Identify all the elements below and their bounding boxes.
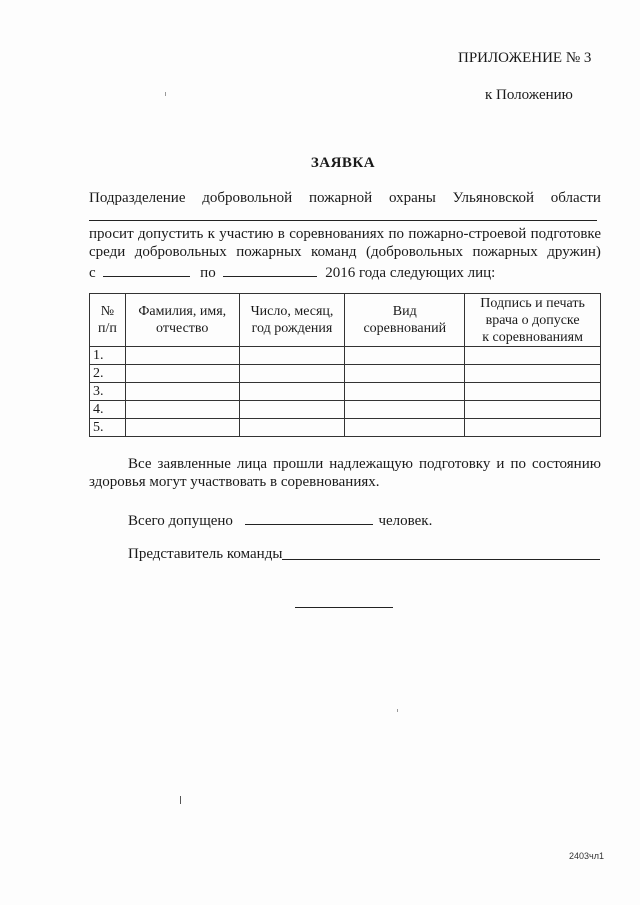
admitted-unit: человек. bbox=[378, 513, 433, 529]
row-number: 3. bbox=[90, 383, 126, 401]
header-line: к соревнованиям bbox=[482, 329, 583, 345]
full-name-cell[interactable] bbox=[125, 383, 239, 401]
full-name-cell[interactable] bbox=[125, 347, 239, 365]
intro-word: допустить bbox=[138, 226, 204, 242]
scan-speck bbox=[165, 92, 166, 96]
birth-date-cell[interactable] bbox=[239, 401, 345, 419]
doctor-signature-cell[interactable] bbox=[465, 365, 601, 383]
birth-date-cell[interactable] bbox=[239, 347, 345, 365]
intro-word: к bbox=[207, 226, 215, 242]
header-line: отчество bbox=[156, 321, 209, 336]
intro-line-2 bbox=[89, 226, 601, 243]
statement-word: прошли bbox=[273, 456, 324, 472]
row-number: 1. bbox=[90, 347, 126, 365]
header-line: соревнований bbox=[363, 321, 447, 336]
intro-word: команд bbox=[311, 244, 357, 260]
statement-word: заявленные bbox=[157, 456, 231, 472]
header-line: п/п bbox=[98, 321, 117, 336]
full-name-cell[interactable] bbox=[125, 401, 239, 419]
intro-word: участию bbox=[219, 226, 274, 242]
statement-word: и bbox=[496, 456, 505, 472]
competition-type-cell[interactable] bbox=[345, 401, 465, 419]
statement-word: лица bbox=[236, 456, 268, 472]
date-from-field[interactable] bbox=[103, 262, 190, 277]
intro-line-4 bbox=[89, 262, 495, 282]
intro-word: добровольных bbox=[134, 244, 227, 260]
birth-date-cell[interactable] bbox=[239, 365, 345, 383]
intro-word: дружин) bbox=[547, 244, 601, 260]
col-header-doctor-signature bbox=[465, 294, 601, 347]
intro-word: пожарных bbox=[472, 244, 538, 260]
row-number: 4. bbox=[90, 401, 126, 419]
full-name-cell[interactable] bbox=[125, 365, 239, 383]
statement-word: подготовку bbox=[419, 456, 491, 472]
competition-type-cell[interactable] bbox=[345, 365, 465, 383]
date-from-label: с bbox=[89, 265, 96, 281]
statement-word: состоянию bbox=[532, 456, 601, 472]
intro-word: Ульяновской bbox=[452, 190, 535, 206]
header-line: № bbox=[100, 304, 115, 319]
header-line: Подпись и печать bbox=[480, 295, 585, 311]
admitted-line bbox=[128, 510, 432, 530]
intro-word: в bbox=[277, 226, 285, 242]
table-row bbox=[90, 401, 601, 419]
statement-line-1 bbox=[128, 456, 601, 473]
row-number: 5. bbox=[90, 419, 126, 437]
competition-type-cell[interactable] bbox=[345, 383, 465, 401]
intro-word: области bbox=[550, 190, 601, 206]
representative-label: Представитель команды bbox=[128, 546, 283, 562]
intro-word: по bbox=[388, 226, 405, 242]
birth-date-cell[interactable] bbox=[239, 383, 345, 401]
intro-word: Подразделение bbox=[89, 190, 186, 206]
date-to-label: по bbox=[200, 265, 216, 281]
scan-speck bbox=[397, 709, 398, 712]
intro-line-4-tail: 2016 года следующих лиц: bbox=[325, 265, 496, 281]
col-header-competition-type bbox=[345, 294, 465, 347]
admitted-count-field[interactable] bbox=[245, 510, 373, 525]
date-to-field[interactable] bbox=[223, 262, 317, 277]
col-header-full-name bbox=[125, 294, 239, 347]
intro-word: добровольной bbox=[202, 190, 293, 206]
annex-reference: к Положению bbox=[485, 87, 573, 103]
col-header-birth-date bbox=[239, 294, 345, 347]
intro-word: среди bbox=[89, 244, 126, 260]
intro-word: соревнованиях bbox=[289, 226, 385, 242]
header-line: год рождения bbox=[251, 321, 333, 336]
closing-rule bbox=[295, 607, 393, 608]
intro-word: пожарной bbox=[308, 190, 373, 206]
header-line: врача о допуске bbox=[485, 312, 580, 328]
intro-word: просит bbox=[89, 226, 134, 242]
birth-date-cell[interactable] bbox=[239, 419, 345, 437]
statement-word: надлежащую bbox=[329, 456, 413, 472]
document-title: ЗАЯВКА bbox=[310, 155, 376, 171]
doctor-signature-cell[interactable] bbox=[465, 419, 601, 437]
statement-word: Все bbox=[128, 456, 152, 472]
representative-line bbox=[128, 546, 282, 563]
intro-word: пожарных bbox=[236, 244, 302, 260]
col-header-number bbox=[90, 294, 126, 347]
intro-line-1 bbox=[89, 190, 601, 207]
doctor-signature-cell[interactable] bbox=[465, 401, 601, 419]
header-line: Фамилия, имя, bbox=[138, 304, 227, 319]
row-number: 2. bbox=[90, 365, 126, 383]
admitted-label: Всего допущено bbox=[128, 513, 233, 529]
full-name-cell[interactable] bbox=[125, 419, 239, 437]
table-row bbox=[90, 347, 601, 365]
table-row bbox=[90, 383, 601, 401]
intro-word: (добровольных bbox=[366, 244, 463, 260]
intro-line-3 bbox=[89, 244, 601, 261]
intro-word: подготовке bbox=[530, 226, 601, 242]
doctor-signature-cell[interactable] bbox=[465, 347, 601, 365]
header-line: Вид bbox=[392, 304, 417, 319]
unit-name-fill-line[interactable] bbox=[89, 220, 597, 221]
table-header-row bbox=[90, 294, 601, 347]
intro-word: пожарно-строевой bbox=[408, 226, 527, 242]
document-code: 2403чл1 bbox=[569, 851, 604, 861]
table-row bbox=[90, 419, 601, 437]
participants-table bbox=[89, 293, 601, 437]
representative-signature-field[interactable] bbox=[282, 559, 600, 560]
statement-word: по bbox=[510, 456, 526, 472]
competition-type-cell[interactable] bbox=[345, 419, 465, 437]
doctor-signature-cell[interactable] bbox=[465, 383, 601, 401]
annex-label: ПРИЛОЖЕНИЕ № 3 bbox=[458, 50, 592, 66]
header-line: Число, месяц, bbox=[250, 304, 334, 319]
intro-word: охраны bbox=[388, 190, 436, 206]
statement-line-2: здоровья могут участвовать в соревнованиях. bbox=[89, 474, 380, 490]
scan-speck bbox=[180, 796, 181, 804]
competition-type-cell[interactable] bbox=[345, 347, 465, 365]
table-row bbox=[90, 365, 601, 383]
